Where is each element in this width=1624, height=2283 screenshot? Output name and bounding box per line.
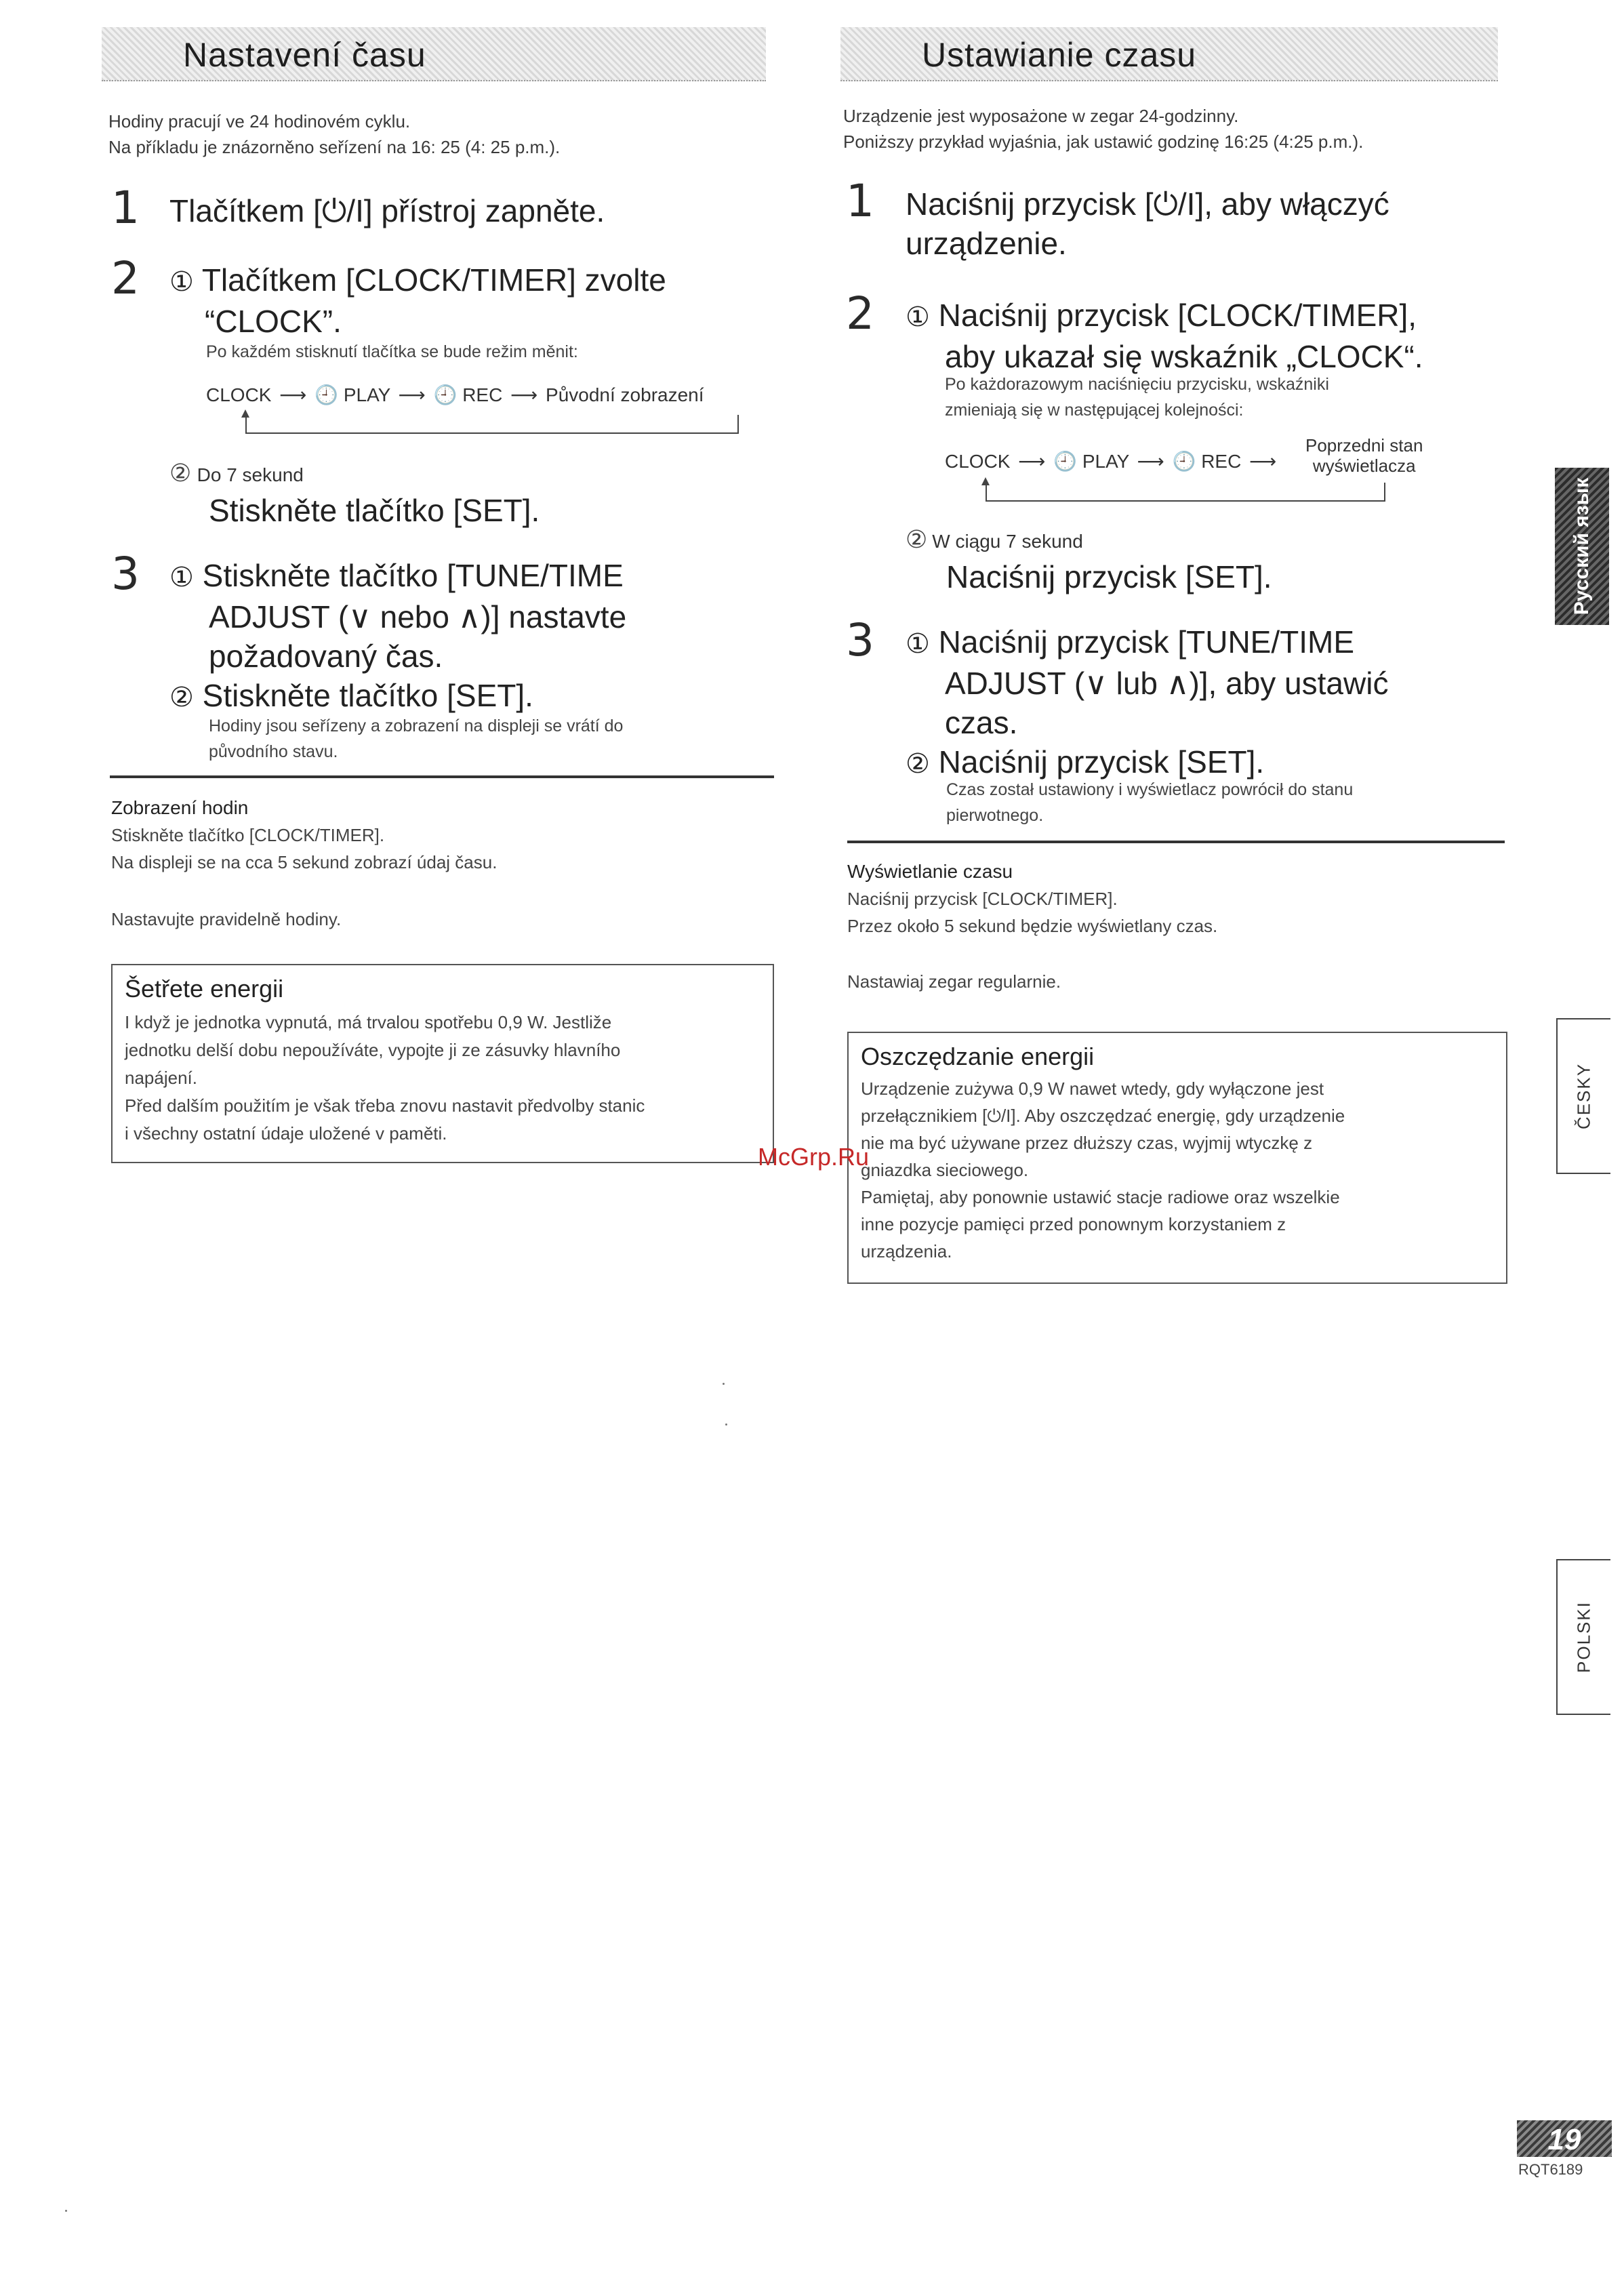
cz-step1-text: Tlačítkem [⏻/I] přístroj zapněte. (169, 193, 605, 228)
cz-step2-line-2: “CLOCK”. (205, 304, 342, 339)
pl-energy-box (847, 1032, 1507, 1284)
polski-tab-label: POLSKI (1573, 1601, 1594, 1673)
pl-step1-line-2: urządzenie. (906, 226, 1067, 261)
pl-step3-set: Naciśnij przycisk [SET]. (938, 744, 1265, 780)
cz-display-line-1: Stiskněte tlačítko [CLOCK/TIMER]. (111, 825, 385, 845)
pl-step2-line-1: Naciśnij przycisk [CLOCK/TIMER], (938, 298, 1417, 333)
cz-step3-text (169, 556, 626, 717)
arrow-right-icon: ⟶ (510, 384, 538, 405)
cz-step2-circle-2: ② (169, 460, 192, 487)
pl-step3-circle-1: ① (906, 628, 930, 660)
pl-step3-number: 3 (846, 614, 874, 666)
pl-flow-previous (1305, 435, 1423, 476)
pl-step3-line-2: ADJUST (∨ lub ∧)], aby ustawić (945, 666, 1389, 701)
cz-step1-number: 1 (111, 182, 140, 234)
cz-energy-line-2: jednotku delší dobu nepoužíváte, vypojte ji ze zásuvky hlavního (125, 1040, 621, 1060)
arrow-up-icon (981, 477, 990, 485)
arrow-up-icon (241, 409, 249, 418)
clock-icon: 🕘 (1172, 451, 1196, 472)
cz-flow-original: Původní zobrazení (546, 384, 704, 405)
pl-energy-text (861, 1075, 1497, 1265)
pl-step2-note-2: zmieniają się w następującej kolejności: (945, 401, 1244, 420)
watermark: McGrp.Ru (758, 1143, 870, 1171)
clock-icon: 🕘 (314, 384, 339, 405)
cz-step2-sub (169, 461, 304, 488)
cz-step3-number: 3 (111, 548, 140, 600)
cz-step3-line-2: ADJUST (∨ nebo ∧)] nastavte (209, 599, 627, 634)
pl-step2-line-2: aby ukazał się wskaźnik „CLOCK“. (945, 339, 1423, 374)
pl-regular-note: Nastawiaj zegar regularnie. (847, 971, 1061, 992)
arrow-right-icon: ⟶ (1018, 451, 1046, 472)
pl-intro-line-2: Poniższy przykład wyjaśnia, jak ustawić godzinę 16:25 (4:25 p.m.). (843, 132, 1364, 152)
cz-energy-line-1: I když je jednotka vypnutá, má trvalou spotřebu 0,9 W. Jestliže (125, 1012, 612, 1032)
cz-step3-set: Stiskněte tlačítko [SET]. (202, 678, 533, 713)
cz-step2-circle-1: ① (169, 266, 194, 298)
cz-energy-title: Šetřete energii (125, 975, 284, 1003)
cz-step3-circle-1: ① (169, 562, 194, 593)
pl-step2-time-note: W ciągu 7 sekund (932, 531, 1083, 552)
pl-mode-flow (945, 450, 1279, 472)
pl-step1-number: 1 (846, 175, 874, 227)
arrow-right-icon: ⟶ (1137, 451, 1164, 472)
cz-step2-line-1: Tlačítkem [CLOCK/TIMER] zvolte (201, 262, 666, 298)
pl-flow-play: PLAY (1082, 451, 1129, 472)
cz-flow-loop-line (245, 415, 739, 434)
scan-speck (65, 2210, 67, 2212)
cz-flow-play: PLAY (343, 384, 390, 405)
arrow-right-icon: ⟶ (398, 384, 426, 405)
cz-energy-line-4: Před dalším použitím je však třeba znovu nastavit předvolby stanic (125, 1095, 645, 1116)
pl-display-body (847, 885, 1217, 940)
pl-step3-note (946, 777, 1353, 828)
pl-step3-note-1: Czas został ustawiony i wyświetlacz powrócił do stanu (946, 780, 1354, 799)
cz-intro-line-1: Hodiny pracují ve 24 hodinovém cyklu. (108, 111, 411, 132)
pl-step2-sub (906, 527, 1083, 555)
pl-step3-line-1: Naciśnij przycisk [TUNE/TIME (938, 624, 1355, 660)
pl-display-line-2: Przez około 5 sekund będzie wyświetlany czas. (847, 916, 1218, 936)
pl-step2-circle-2: ② (906, 526, 928, 554)
cz-display-title: Zobrazení hodin (111, 797, 249, 818)
arrow-right-icon: ⟶ (279, 384, 307, 405)
pl-step2-set: Naciśnij przycisk [SET]. (946, 559, 1272, 594)
document-code: RQT6189 (1518, 2161, 1583, 2178)
cz-energy-text (125, 1009, 763, 1148)
pl-step2-circle-1: ① (906, 302, 930, 333)
pl-step3-circle-2: ② (906, 748, 930, 780)
cz-display-line-2: Na displeji se na cca 5 sekund zobrazí údaj času. (111, 852, 498, 872)
cz-step3-line-3: požadovaný čas. (209, 639, 443, 674)
cz-step2-time-note: Do 7 sekund (197, 464, 304, 485)
scan-speck (723, 1383, 725, 1385)
russian-tab-label: Русский язык (1570, 477, 1593, 615)
page-number-badge (1517, 2120, 1612, 2157)
cesky-tab-label: ČESKY (1573, 1062, 1594, 1130)
pl-display-title: Wyświetlanie czasu (847, 861, 1013, 882)
page-number: 19 (1547, 2123, 1581, 2156)
pl-energy-line-6: inne pozycje pamięci przed ponownym korzystaniem z (861, 1214, 1286, 1234)
pl-step2-text (906, 296, 1423, 376)
cz-step3-note-1: Hodiny jsou seřízeny a zobrazení na displeji se vrátí do (209, 716, 624, 735)
pl-flow-previous-1: Poprzedni stan (1305, 435, 1423, 456)
pl-flow-loop-line (986, 483, 1385, 502)
pl-flow-previous-2: wyświetlacza (1312, 456, 1416, 476)
cz-mode-flow (206, 384, 704, 406)
pl-intro-line-1: Urządzenie jest wyposażone w zegar 24-godzinny. (843, 106, 1239, 126)
pl-intro (843, 103, 1363, 155)
pl-energy-title: Oszczędzanie energii (861, 1043, 1095, 1070)
pl-step3-text (906, 622, 1388, 784)
cz-step3-circle-2: ② (169, 682, 194, 713)
scan-speck (725, 1423, 727, 1426)
pl-energy-line-5: Pamiętaj, aby ponownie ustawić stacje radiowe oraz wszelkie (861, 1187, 1340, 1207)
pl-step1-line-1: Naciśnij przycisk [⏻/I], aby włączyć (906, 186, 1389, 222)
cesky-tab (1556, 1018, 1610, 1174)
cz-step3-note-2: původního stavu. (209, 742, 338, 761)
cz-title-banner (102, 27, 766, 81)
pl-title-banner (840, 27, 1498, 81)
pl-flow-clock: CLOCK (945, 451, 1011, 472)
clock-icon: 🕘 (1053, 451, 1078, 472)
arrow-right-icon: ⟶ (1249, 451, 1277, 472)
cz-energy-box (111, 964, 774, 1163)
pl-energy-line-2: przełącznikiem [⏻/I]. Aby oszczędzać energię, gdy urządzenie (861, 1106, 1345, 1126)
pl-energy-line-4: gniazdka sieciowego. (861, 1160, 1029, 1180)
cz-step2-set: Stiskněte tlačítko [SET]. (209, 493, 540, 528)
pl-title: Ustawianie czasu (922, 36, 1197, 74)
cz-step3-line-1: Stiskněte tlačítko [TUNE/TIME (202, 558, 624, 593)
cz-energy-line-5: i všechny ostatní údaje uložené v paměti. (125, 1123, 447, 1144)
cz-energy-line-3: napájení. (125, 1068, 197, 1088)
pl-display-line-1: Naciśnij przycisk [CLOCK/TIMER]. (847, 889, 1118, 909)
cz-flow-clock: CLOCK (206, 384, 272, 405)
cz-display-body (111, 822, 497, 876)
cz-step2-note: Po každém stisknutí tlačítka se bude režim měnit: (206, 342, 578, 361)
cz-step3-note (209, 713, 623, 765)
pl-step3-note-2: pierwotnego. (946, 806, 1044, 825)
pl-divider (847, 841, 1505, 843)
pl-step1-text (906, 184, 1389, 263)
cz-intro (108, 108, 560, 160)
cz-divider (110, 775, 774, 778)
pl-energy-line-1: Urządzenie zużywa 0,9 W nawet wtedy, gdy wyłączone jest (861, 1078, 1324, 1099)
pl-step2-number: 2 (846, 287, 874, 340)
cz-intro-line-2: Na příkladu je znázorněno seřízení na 16: 25 (4: 25 p.m.). (108, 137, 561, 157)
cz-regular-note: Nastavujte pravidelně hodiny. (111, 909, 342, 929)
pl-step3-line-3: czas. (945, 705, 1018, 740)
cz-flow-rec: REC (462, 384, 503, 405)
pl-step2-note (945, 371, 1329, 423)
polski-tab (1556, 1559, 1610, 1715)
russian-tab (1555, 468, 1609, 625)
pl-energy-line-7: urządzenia. (861, 1241, 952, 1261)
cz-title: Nastavení času (183, 36, 426, 74)
clock-icon: 🕘 (433, 384, 458, 405)
cz-step2-number: 2 (111, 252, 140, 304)
pl-step2-note-1: Po każdorazowym naciśnięciu przycisku, wskaźniki (945, 375, 1329, 394)
pl-flow-rec: REC (1201, 451, 1242, 472)
pl-energy-line-3: nie ma być używane przez dłuższy czas, wyjmij wtyczkę z (861, 1133, 1313, 1153)
cz-step2-text (169, 260, 666, 341)
